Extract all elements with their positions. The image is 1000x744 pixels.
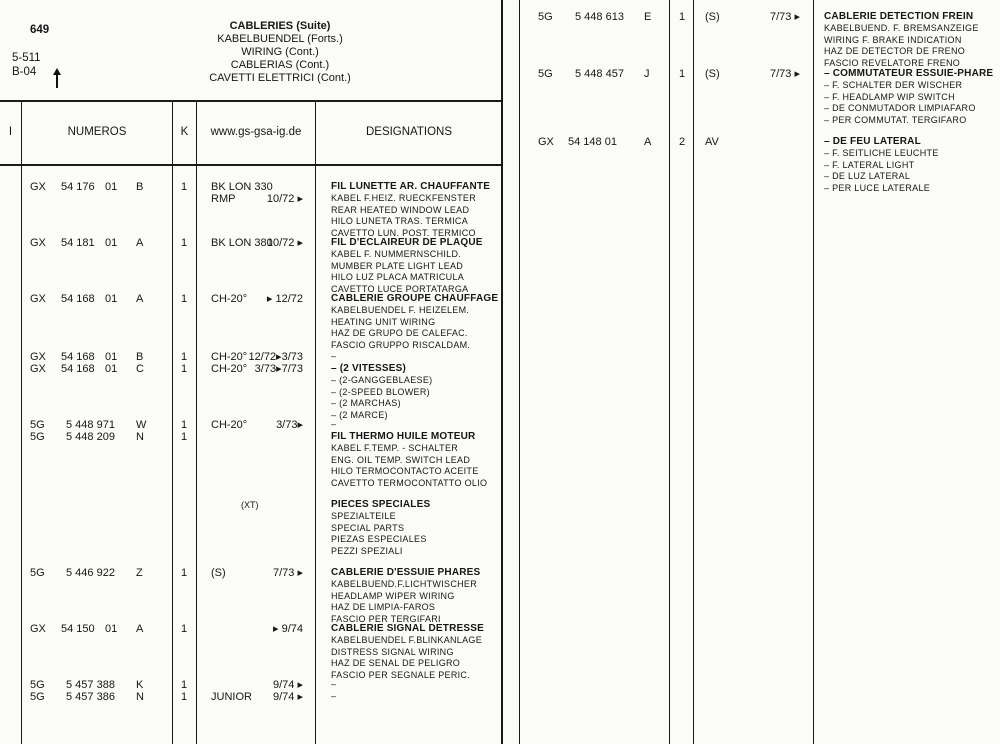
model-info-2: RMP: [211, 192, 236, 205]
designation-line: HAZ DE SENAL DE PELIGRO: [331, 658, 461, 669]
part-number: 5 446 922: [66, 567, 115, 579]
part-prefix: 5G: [30, 567, 45, 579]
part-letter: A: [136, 623, 144, 635]
quantity-k: 1: [181, 237, 188, 249]
model-info: CH-20°: [211, 293, 248, 305]
designation-title: CABLERIE SIGNAL DETRESSE: [331, 623, 484, 634]
quantity-k: 1: [181, 679, 188, 691]
part-letter: N: [136, 431, 144, 443]
designation-line: FASCIO REVELATORE FRENO: [824, 57, 961, 68]
date-range: ▸ 12/72: [266, 293, 303, 305]
part-letter: A: [136, 237, 144, 249]
model-info: BK LON 380: [211, 237, 273, 249]
right-col-divider-1: [519, 0, 520, 744]
designation-line: ENG. OIL TEMP. SWITCH LEAD: [331, 454, 471, 465]
part-letter: W: [136, 419, 147, 431]
designation-line: HEADLAMP WIPER WIRING: [331, 590, 455, 601]
designation-title: FIL THERMO HUILE MOTEUR: [331, 431, 476, 442]
quantity-k: 1: [181, 351, 188, 363]
colhead-numeros: NUMEROS: [67, 126, 127, 138]
designation-line: KABELBUENDEL F. HEIZELEM.: [331, 305, 470, 316]
ref-line-2: B-04: [12, 66, 37, 78]
designation-line: SPEZIALTEILE: [331, 511, 396, 522]
date-range: 12/72▸3/73: [248, 351, 303, 363]
part-number: 54 150: [61, 623, 95, 635]
colhead-i: I: [8, 126, 13, 138]
part-prefix: 5G: [30, 419, 45, 431]
model-info: JUNIOR: [211, 691, 252, 703]
model-info: (S): [705, 11, 720, 23]
right-col-divider-4: [813, 0, 814, 744]
col-divider-4: [315, 100, 316, 744]
model-info: (S): [211, 567, 226, 579]
designation-line: HAZ DE DETECTOR DE FRENO: [824, 46, 966, 57]
model-info: (S): [705, 68, 720, 80]
part-prefix: 5G: [30, 431, 45, 443]
part-number: 5 448 971: [66, 419, 115, 431]
quantity-k: 1: [181, 363, 188, 375]
part-prefix: 5G: [538, 11, 553, 23]
part-letter: J: [644, 68, 650, 80]
designation-line: – (2 MARCE): [331, 409, 388, 420]
designation-line: WIRING F. BRAKE INDICATION: [824, 34, 962, 45]
designation-line: – F. SEITLICHE LEUCHTE: [824, 148, 939, 159]
designation-line: CAVETTO LUCE PORTATARGA: [331, 283, 469, 294]
part-suffix: 01: [105, 237, 118, 249]
designation-line: KABEL F.HEIZ. RUECKFENSTER: [331, 193, 476, 204]
designation-line: FASCIO PER SEGNALE PERIC.: [331, 669, 471, 680]
designation-line: KABELBUEND.F.LICHTWISCHER: [331, 579, 478, 590]
title-de: KABELBUENDEL (Forts.): [217, 33, 343, 45]
part-number: 54 168: [61, 363, 95, 375]
part-letter: Z: [136, 567, 143, 579]
designation-line: REAR HEATED WINDOW LEAD: [331, 204, 470, 215]
part-number: 5 457 388: [66, 679, 115, 691]
designation-title: CABLERIE DETECTION FREIN: [824, 11, 974, 22]
designation-line: KABEL F. NUMMERNSCHILD.: [331, 249, 462, 260]
model-info: CH-20°: [211, 351, 248, 363]
part-number: 54 168: [61, 293, 95, 305]
designation-line: KABEL F.TEMP. - SCHALTER: [331, 443, 459, 454]
title-es: CABLERIAS (Cont.): [230, 59, 330, 71]
designation-title: –: [331, 351, 337, 361]
designation-title: –: [331, 419, 337, 429]
part-prefix: GX: [30, 363, 46, 375]
part-number: 5 448 613: [575, 11, 624, 23]
designation-line: KABELBUEND. F. BREMSANZEIGE: [824, 23, 979, 34]
part-suffix: 01: [105, 351, 118, 363]
col-divider-3: [196, 100, 197, 744]
designation-line: – F. HEADLAMP WIP SWITCH: [824, 91, 955, 102]
date-range: 3/73▸7/73: [254, 363, 303, 375]
part-letter: E: [644, 11, 652, 23]
designation-title: PIECES SPECIALES: [331, 499, 431, 510]
designation-line: – (2-SPEED BLOWER): [331, 386, 430, 397]
title-it: CAVETTI ELETTRICI (Cont.): [209, 72, 351, 84]
date-range: 9/74 ▸: [273, 679, 303, 691]
date-range: 10/72 ▸: [266, 237, 303, 249]
designation-line: KABELBUENDEL F.BLINKANLAGE: [331, 635, 483, 646]
designation-line: HILO LUZ PLACA MATRICULA: [331, 272, 465, 283]
date-range: ▸ 9/74: [273, 623, 303, 635]
part-letter: N: [136, 691, 144, 703]
col-divider-1: [21, 100, 22, 744]
part-letter: B: [136, 351, 144, 363]
quantity-k: 1: [181, 691, 188, 703]
designation-line: PEZZI SPEZIALI: [331, 545, 403, 556]
part-prefix: GX: [30, 181, 46, 193]
frame-vertical-right-left-page: [501, 0, 503, 744]
model-info: CH-20°: [211, 419, 248, 431]
designation-title: CABLERIE GROUPE CHAUFFAGE: [331, 293, 499, 304]
part-letter: C: [136, 363, 144, 375]
colhead-site: www.gs-gsa-ig.de: [210, 126, 302, 138]
designation-line: HAZ DE GRUPO DE CALEFAC.: [331, 328, 468, 339]
colhead-designations: DESIGNATIONS: [365, 126, 453, 138]
designation-line: MUMBER PLATE LIGHT LEAD: [331, 260, 464, 271]
date-range: 7/73 ▸: [770, 11, 800, 23]
right-col-divider-2: [669, 0, 670, 744]
designation-line: SPECIAL PARTS: [331, 522, 405, 533]
designation-title: FIL LUNETTE AR. CHAUFFANTE: [331, 181, 491, 192]
part-letter: B: [136, 181, 144, 193]
title-en: WIRING (Cont.): [241, 46, 319, 58]
designation-line: – F. SCHALTER DER WISCHER: [824, 80, 963, 91]
part-number: 5 457 386: [66, 691, 115, 703]
part-prefix: GX: [30, 351, 46, 363]
part-letter: A: [644, 136, 652, 148]
designation-title: – DE FEU LATERAL: [824, 136, 921, 147]
header-title-block: [130, 20, 430, 85]
quantity-k: 1: [181, 419, 188, 431]
title-fr: CABLERIES (Suite): [229, 20, 331, 32]
quantity-k: 2: [679, 136, 686, 148]
model-info: AV: [705, 136, 719, 148]
part-number: 5 448 457: [575, 68, 624, 80]
part-letter: K: [136, 679, 144, 691]
quantity-k: 1: [181, 431, 188, 443]
part-prefix: GX: [538, 136, 554, 148]
part-number: 54 181: [61, 237, 95, 249]
part-prefix: 5G: [538, 68, 553, 80]
designation-line: HAZ DE LIMPIA-FAROS: [331, 602, 436, 613]
right-col-divider-3: [693, 0, 694, 744]
part-number: 54 148 01: [568, 136, 617, 148]
part-prefix: GX: [30, 623, 46, 635]
designation-title: – COMMUTATEUR ESSUIE-PHARE: [824, 68, 994, 79]
designation-line: HILO TERMOCONTACTO ACEITE: [331, 466, 479, 477]
designation-title: –: [331, 679, 337, 689]
quantity-k: 1: [181, 181, 188, 193]
col-divider-2: [172, 100, 173, 744]
designation-line: – PER COMMUTAT. TERGIFARO: [824, 114, 967, 125]
part-number: 54 168: [61, 351, 95, 363]
designation-line: FASCIO GRUPPO RISCALDAM.: [331, 339, 471, 350]
designation-line: HEATING UNIT WIRING: [331, 316, 436, 327]
designation-line: HILO LUNETA TRAS. TERMICA: [331, 216, 469, 227]
part-suffix: 01: [105, 363, 118, 375]
model-info: BK LON 330: [211, 181, 273, 193]
designation-line: FASCIO PER TERGIFARI: [331, 613, 441, 624]
part-number: 54 176: [61, 181, 95, 193]
designation-line: – (2-GANGGEBLAESE): [331, 375, 433, 386]
designation-title: –: [331, 691, 337, 701]
designation-title: FIL D'ECLAIREUR DE PLAQUE: [331, 237, 483, 248]
part-suffix: 01: [105, 181, 118, 193]
model-info: CH-20°: [211, 363, 248, 375]
quantity-k: 1: [679, 68, 686, 80]
part-letter: A: [136, 293, 144, 305]
quantity-k: 1: [181, 623, 188, 635]
designation-title: CABLERIE D'ESSUIE PHARES: [331, 567, 481, 578]
designation-line: – F. LATERAL LIGHT: [824, 159, 915, 170]
designation-line: – DE LUZ LATERAL: [824, 171, 911, 182]
designation-title: – (2 VITESSES): [331, 363, 407, 374]
date-range: 7/73 ▸: [770, 68, 800, 80]
colhead-k: K: [180, 126, 189, 138]
designation-line: PIEZAS ESPECIALES: [331, 534, 427, 545]
part-suffix: 01: [105, 623, 118, 635]
part-suffix: 01: [105, 293, 118, 305]
model-info: (XT): [241, 500, 259, 510]
part-prefix: GX: [30, 237, 46, 249]
quantity-k: 1: [679, 11, 686, 23]
designation-line: – PER LUCE LATERALE: [824, 182, 931, 193]
page-number: 649: [30, 24, 50, 36]
ref-line-1: 5-511: [12, 52, 41, 64]
part-prefix: 5G: [30, 691, 45, 703]
designation-line: – (2 MARCHAS): [331, 398, 401, 409]
designation-line: – DE CONMUTADOR LIMPIAFARO: [824, 103, 976, 114]
part-number: 5 448 209: [66, 431, 115, 443]
date-range: 7/73 ▸: [273, 567, 303, 579]
quantity-k: 1: [181, 293, 188, 305]
designation-line: DISTRESS SIGNAL WIRING: [331, 646, 454, 657]
part-prefix: 5G: [30, 679, 45, 691]
designation-line: CAVETTO LUN. POST. TERMICO: [331, 227, 476, 238]
colhead-bottom-rule: [0, 164, 502, 166]
header-bottom-rule: [0, 100, 502, 102]
part-prefix: GX: [30, 293, 46, 305]
date-range: 9/74 ▸: [273, 691, 303, 703]
date-range: 3/73▸: [276, 419, 303, 431]
designation-line: CAVETTO TERMOCONTATTO OLIO: [331, 477, 488, 488]
date-range: 10/72 ▸: [266, 192, 303, 205]
quantity-k: 1: [181, 567, 188, 579]
